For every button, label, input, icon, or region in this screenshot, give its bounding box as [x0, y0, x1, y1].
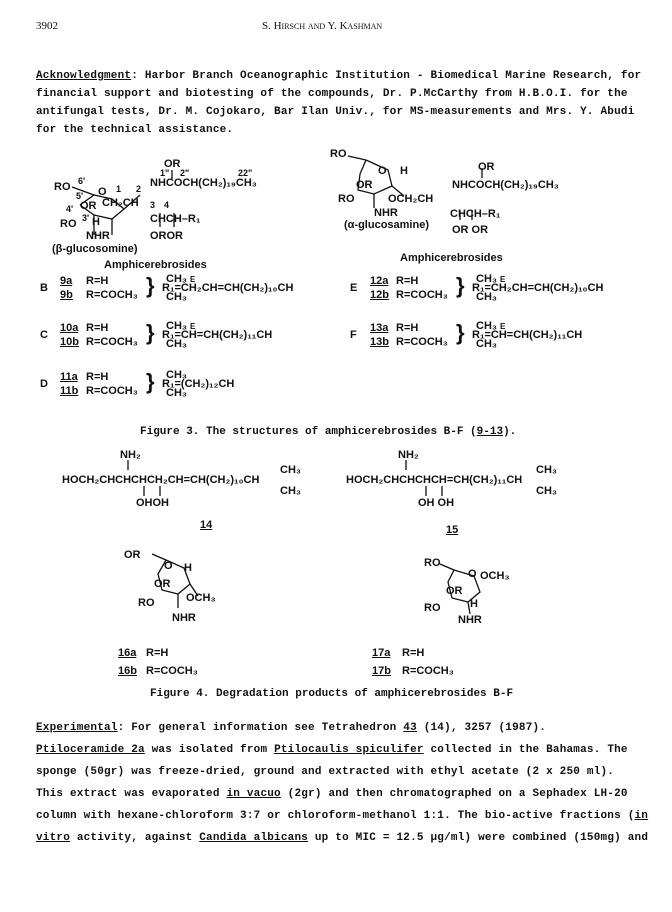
entry-brace: }: [456, 320, 465, 345]
exp-species-name: Ptilocaulis spiculifer: [274, 744, 424, 756]
entry-iso-ch3-top: CH₃: [166, 273, 187, 285]
c14-chain: HOCH₂CHCHCHCH₂CH=CH(CH₂)₁₀CH: [62, 474, 260, 486]
exp-l2-mid: was isolated from: [144, 744, 275, 756]
entry-letter: E: [350, 282, 358, 294]
entry-letter: F: [350, 329, 357, 341]
entry-r-b: R=COCH₃: [396, 289, 448, 301]
alpha-ring-or: OR: [356, 179, 373, 191]
experimental-heading: Experimental: [36, 722, 118, 734]
entry-iso-ch3-top: CH₃: [476, 320, 497, 332]
beta-c2-label: 2": [180, 168, 190, 178]
entry-r-a: R=H: [86, 322, 109, 334]
c14-nh2: NH₂: [120, 449, 141, 461]
entry-r1-chain: R₁=CH₂CH=CH(CH₂)₁₀CH: [472, 282, 604, 294]
s17a-label: 17a: [372, 647, 391, 659]
c14-nh2-bond: [122, 460, 152, 472]
exp-in-vacuo: in vacuo: [226, 788, 281, 800]
entry-compound-a: 11a: [60, 371, 78, 383]
acknowledgment-line-3: antifungal tests, Dr. M. Cojokaro, Bar Ilan Univ., for MS-measurements and Mrs. Y. Abudi: [36, 106, 635, 118]
entry-compound-a: 9a: [60, 275, 73, 287]
s16-och3: OCH₃: [186, 592, 216, 604]
entry-letter: B: [40, 282, 48, 294]
entry-iso-ch3-top: CH₃: [166, 320, 187, 332]
c15-label: 15: [446, 524, 459, 536]
alpha-anomer-label: (α-glucosamine): [344, 219, 429, 231]
exp-candida-albicans: Candida albicans: [199, 832, 309, 844]
s16-ring-o: O: [164, 560, 173, 572]
figure-3-caption: [140, 426, 516, 438]
alpha-or-top: OR: [478, 161, 495, 173]
entry-iso-ch3-top: CH₃: [166, 369, 187, 381]
class-label-right: Amphicerebrosides: [400, 252, 503, 264]
beta-ring-or-inner: OR: [80, 200, 97, 212]
experimental-line-5: [36, 810, 648, 822]
entry-r-b: R=COCH₃: [86, 289, 138, 301]
alpha-ring-nhr: NHR: [374, 207, 398, 219]
entry-e-mark: E: [500, 322, 506, 331]
beta-ring-ro-6: RO: [54, 181, 71, 193]
beta-chain-c3: 3: [150, 200, 156, 210]
acknowledgment-heading: Acknowledgment: [36, 70, 132, 82]
s16-or-top: OR: [124, 549, 141, 561]
s17-ro-top: RO: [424, 557, 441, 569]
exp-l5-in: in: [634, 810, 649, 822]
beta-ring-c2: 2: [136, 184, 142, 194]
entry-letter: C: [40, 329, 48, 341]
s17-och3: OCH₃: [480, 570, 510, 582]
exp-l1-post: (14), 3257 (1987).: [416, 722, 547, 734]
exp-l6-vitro: vitro: [36, 832, 71, 844]
entry-r1-chain: R₁=(CH₂)₁₂CH: [162, 378, 235, 390]
entry-compound-a: 10a: [60, 322, 79, 334]
beta-chain-bottom: OROR: [150, 230, 183, 242]
acknowledgment-line-2: financial support and biotesting of the compounds, Dr. P.McCarthy from H.B.O.I. for the: [36, 88, 628, 100]
s16a-r: R=H: [146, 647, 169, 659]
experimental-line-3: sponge (50gr) was freeze-dried, ground and extracted with ethyl acetate (2 x 250 ml).: [36, 766, 615, 778]
c14-label: 14: [200, 519, 213, 531]
s17-ring-h: H: [470, 598, 478, 610]
c15-iso-ch3-bottom: CH₃: [536, 485, 557, 497]
exp-l5-pre: column with hexane-chloroform 3:7 or chloroform-methanol 1:1. The bio-active fractions (: [36, 810, 635, 822]
beta-chain-mid: CHCH–R₁: [150, 213, 201, 225]
c15-nh2-bond: [400, 460, 430, 472]
c14-oh: OHOH: [136, 497, 169, 509]
exp-l4-post: (2gr) and then chromatographed on a Sephadex LH-20: [280, 788, 628, 800]
s17b-label: 17b: [372, 665, 391, 677]
c14-iso-ch3-bottom: CH₃: [280, 485, 301, 497]
beta-c1-label: 1": [160, 168, 170, 178]
c14-iso-ch3-top: CH₃: [280, 464, 301, 476]
entry-r-b: R=COCH₃: [86, 385, 138, 397]
entry-iso-ch3-top: CH₃: [476, 273, 497, 285]
entry-letter: D: [40, 378, 48, 390]
alpha-och2ch: OCH₂CH: [388, 193, 434, 205]
entry-iso-ch3-bottom: CH₃: [166, 387, 187, 399]
s16-ring-h: H: [184, 562, 192, 574]
beta-ring-6prime: 6': [78, 176, 86, 186]
entry-r-a: R=H: [396, 275, 419, 287]
beta-ring-c1: 1: [116, 184, 122, 194]
beta-ring-nhr: NHR: [86, 230, 110, 242]
exp-l1-vol: 43: [403, 722, 417, 734]
beta-ring-ro-bottom: RO: [60, 218, 77, 230]
exp-l6-post: up to MIC = 12.5 μg/ml) were combined (150mg) and: [308, 832, 649, 844]
entry-r-b: R=COCH₃: [86, 336, 138, 348]
alpha-ro-top: RO: [330, 148, 347, 160]
acknowledgment-line-4: for the technical assistance.: [36, 124, 234, 136]
s16-ring-ro: RO: [138, 597, 155, 609]
experimental-line-1: [36, 722, 546, 734]
running-head-authors: S. Hirsch and Y. Kashman: [262, 20, 383, 32]
alpha-chain-bottom: OR OR: [452, 224, 489, 236]
entry-brace: }: [146, 320, 155, 345]
beta-ring-3prime: 3': [82, 213, 90, 223]
exp-l6-mid: activity, against: [70, 832, 200, 844]
entry-compound-b: 13b: [370, 336, 389, 348]
exp-l1-pre: : For general information see Tetrahedron: [117, 722, 404, 734]
s17b-r: R=COCH₃: [402, 665, 454, 677]
acknowledgment-line-1-text: : Harbor Branch Oceanographic Institution - Biomedical Marine Research, for: [131, 70, 642, 82]
entry-compound-b: 12b: [370, 289, 389, 301]
figure-3-caption-range: 9-13: [476, 426, 504, 438]
s16a-label: 16a: [118, 647, 137, 659]
entry-compound-b: 9b: [60, 289, 73, 301]
s16-nhr: NHR: [172, 612, 196, 624]
c15-iso-ch3-top: CH₃: [536, 464, 557, 476]
figure-4-caption: Figure 4. Degradation products of amphicerebrosides B-F: [150, 688, 514, 700]
entry-compound-b: 11b: [60, 385, 79, 397]
entry-r-a: R=H: [86, 275, 109, 287]
s17a-r: R=H: [402, 647, 425, 659]
beta-ring-5prime: 5': [76, 191, 84, 201]
page-number: 3902: [36, 20, 58, 32]
entry-e-mark: E: [190, 322, 196, 331]
entry-compound-b: 10b: [60, 336, 79, 348]
c15-nh2: NH₂: [398, 449, 419, 461]
beta-amide-chain: NHCOCH(CH₂)₁₉CH₃: [150, 177, 257, 189]
entry-r-a: R=H: [396, 322, 419, 334]
figure-3-caption-end: ).: [503, 426, 517, 438]
experimental-line-4: [36, 788, 628, 800]
class-label-left: Amphicerebrosides: [104, 259, 207, 271]
s17-ring-o: O: [468, 568, 477, 580]
s16-ring-or: OR: [154, 578, 171, 590]
beta-ring-4prime: 4': [66, 204, 74, 214]
entry-r1-chain: R₁=CH=CH(CH₂)₁₁CH: [162, 329, 273, 341]
experimental-line-2: [36, 744, 628, 756]
entry-r-b: R=COCH₃: [396, 336, 448, 348]
figure-3-caption-text: Figure 3. The structures of amphicerebrosides B-F (: [140, 426, 477, 438]
exp-l4-pre: This extract was evaporated: [36, 788, 227, 800]
alpha-ring-o: O: [378, 165, 387, 177]
entry-r1-chain: R₁=CH₂CH=CH(CH₂)₁₀CH: [162, 282, 294, 294]
entry-compound-a: 12a: [370, 275, 389, 287]
beta-or-top: OR: [164, 158, 181, 170]
entry-e-mark: E: [500, 275, 506, 284]
entry-brace: }: [456, 273, 465, 298]
entry-r1-chain: R₁=CH=CH(CH₂)₁₁CH: [472, 329, 583, 341]
entry-compound-a: 13a: [370, 322, 389, 334]
alpha-ring-ro: RO: [338, 193, 355, 205]
s17-nhr: NHR: [458, 614, 482, 626]
entry-iso-ch3-bottom: CH₃: [476, 338, 497, 350]
acknowledgment-line-1: [36, 70, 641, 82]
s16b-r: R=COCH₃: [146, 665, 198, 677]
alpha-chain-mid: CHCH–R₁: [450, 208, 501, 220]
beta-c22-label: 22": [238, 168, 253, 178]
beta-anomer-label: (β-glucosomine): [52, 243, 138, 255]
beta-ring-och2ch: CH₂CH: [102, 197, 139, 209]
entry-brace: }: [146, 369, 155, 394]
alpha-ring-h: H: [400, 165, 408, 177]
s16b-label: 16b: [118, 665, 137, 677]
entry-iso-ch3-bottom: CH₃: [166, 291, 187, 303]
entry-brace: }: [146, 273, 155, 298]
c15-chain: HOCH₂CHCHCHCH=CH(CH₂)₁₁CH: [346, 474, 523, 486]
entry-iso-ch3-bottom: CH₃: [476, 291, 497, 303]
entry-e-mark: E: [190, 275, 196, 284]
experimental-line-6: [36, 832, 648, 844]
s17-ring-or: OR: [446, 585, 463, 597]
beta-ring-o: O: [98, 186, 107, 198]
alpha-amide-chain: NHCOCH(CH₂)₁₉CH₃: [452, 179, 559, 191]
exp-compound-name: Ptiloceramide 2a: [36, 744, 145, 756]
beta-ring-h: H: [92, 216, 100, 228]
entry-iso-ch3-bottom: CH₃: [166, 338, 187, 350]
entry-r-a: R=H: [86, 371, 109, 383]
exp-l2-post: collected in the Bahamas. The: [423, 744, 628, 756]
beta-chain-c4: 4: [164, 200, 170, 210]
s17-ring-ro: RO: [424, 602, 441, 614]
c15-oh: OH OH: [418, 497, 455, 509]
